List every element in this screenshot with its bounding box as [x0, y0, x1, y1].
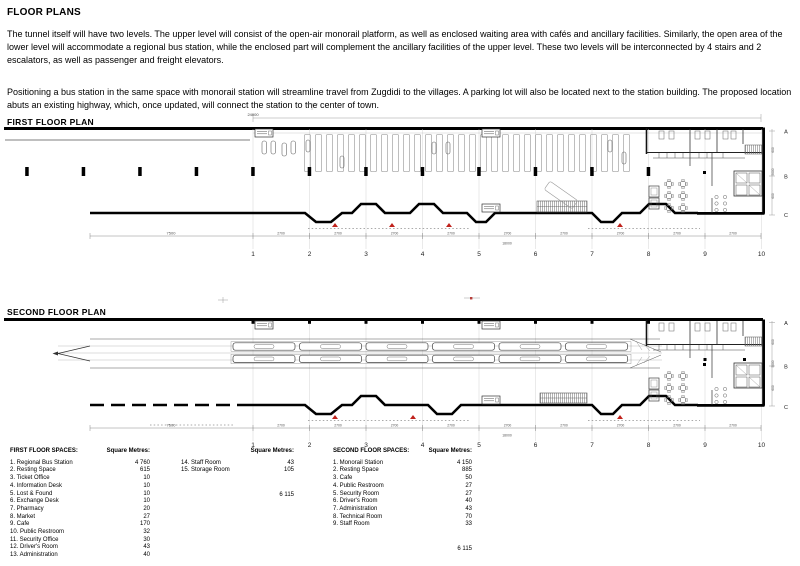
monorail-trains: [231, 342, 631, 364]
space-label: 6. Driver's Room: [333, 498, 378, 505]
space-label: 10. Public Restroom: [10, 529, 65, 536]
track-arrow: [53, 352, 59, 356]
table-row: [333, 483, 472, 491]
svg-text:2700: 2700: [390, 423, 399, 428]
space-label: 11. Security Office: [10, 536, 59, 543]
first-floor-total: 6 115: [279, 492, 294, 499]
svg-text:2700: 2700: [334, 423, 342, 428]
space-label: 7. Administration: [333, 505, 378, 512]
svg-text:18000: 18000: [502, 241, 512, 246]
svg-text:7: 7: [590, 251, 594, 258]
svg-text:2700: 2700: [334, 231, 342, 236]
svg-text:B: B: [784, 364, 788, 371]
svg-text:2700: 2700: [673, 423, 681, 428]
space-value: 10: [143, 498, 150, 505]
svg-text:3: 3: [364, 442, 368, 449]
table-row: [10, 529, 150, 537]
first-floor-plan-label: FIRST FLOOR PLAN: [7, 117, 94, 127]
space-label: 7. Pharmacy: [10, 505, 44, 512]
svg-text:1: 1: [251, 442, 255, 449]
table-row: [333, 467, 472, 475]
table-unit: Square Metres:: [106, 448, 150, 454]
service-block-interior: [647, 128, 765, 214]
svg-text:2700: 2700: [447, 423, 455, 428]
svg-text:2700: 2700: [673, 231, 681, 236]
table-row: [333, 506, 472, 514]
bus-stalls: [304, 134, 634, 172]
svg-text:7500: 7500: [166, 230, 176, 236]
table-header: [10, 448, 150, 456]
space-label: 4. Public Restroom: [333, 482, 384, 489]
space-label: 8. Technical Room: [333, 513, 383, 520]
space-value: 885: [461, 467, 472, 474]
svg-text:2700: 2700: [277, 231, 285, 236]
bottom-wall-ramps: [90, 204, 698, 222]
table-row: [10, 514, 150, 522]
space-value: 27: [465, 490, 472, 497]
service-block-interior: [647, 320, 765, 406]
stairs-symbol: [255, 129, 273, 137]
table-unit: Square Metres:: [428, 448, 472, 454]
space-value: 10: [143, 482, 150, 489]
svg-text:5: 5: [477, 442, 481, 449]
svg-text:2700: 2700: [503, 231, 512, 236]
dim-overall: 24000: [247, 112, 259, 117]
grid-numbers: [251, 442, 765, 449]
stairs-symbol: [482, 321, 500, 329]
stairs-symbol: [482, 204, 500, 212]
table-body: [181, 460, 294, 475]
svg-text:2700: 2700: [729, 423, 737, 428]
second-floor-spaces-table: [333, 448, 472, 554]
second-floor-total: 6 115: [457, 546, 472, 553]
table-body: [10, 460, 150, 560]
svg-text:C: C: [784, 213, 788, 219]
space-value: 10: [143, 475, 150, 482]
table-row: [10, 506, 150, 514]
space-value: 20: [143, 505, 150, 512]
space-label: 6. Exchange Desk: [10, 498, 59, 505]
svg-text:B: B: [784, 174, 788, 181]
space-value: 43: [465, 505, 472, 512]
svg-text:5: 5: [477, 251, 481, 258]
svg-text:18000: 18000: [502, 433, 512, 438]
survey-marks: [218, 297, 480, 303]
first-floor-plan: [5, 104, 788, 258]
intro-paragraph-2: Positioning a bus station in the same space with monorail station will streamline travel from Zugdidi to the villages. A parking lot will also be located next to the station building. The proposed location abuts an existing highway, which, once updated, will connect the station to the center of town.: [7, 87, 792, 110]
svg-text:600: 600: [771, 193, 775, 199]
space-value: 43: [287, 459, 294, 466]
svg-text:6: 6: [533, 442, 538, 449]
space-value: 40: [143, 552, 150, 559]
space-label: 3. Cafe: [333, 475, 353, 482]
space-value: 33: [465, 521, 472, 528]
space-value: 30: [143, 536, 150, 543]
space-value: 615: [139, 467, 150, 474]
space-value: 40: [465, 498, 472, 505]
svg-text:2700: 2700: [390, 231, 399, 236]
space-label: 14. Staff Room: [181, 459, 221, 466]
table-row: [181, 467, 294, 475]
svg-text:600: 600: [771, 147, 775, 153]
red-markers: [332, 415, 623, 419]
svg-text:3: 3: [364, 251, 368, 258]
table-row: [10, 460, 150, 468]
table-row: [10, 537, 150, 545]
space-label: 8. Market: [10, 513, 36, 520]
stairs-symbol: [482, 129, 500, 137]
table-row: [333, 521, 472, 529]
dimension-bottom: [90, 230, 761, 239]
table-row: [333, 514, 472, 522]
svg-text:2700: 2700: [560, 231, 568, 236]
dimension-labels: [167, 231, 737, 246]
table-row: [10, 521, 150, 529]
space-value: 32: [143, 529, 150, 536]
svg-text:2: 2: [307, 442, 312, 449]
table-row: [333, 460, 472, 468]
svg-text:7: 7: [590, 442, 594, 449]
dimension-labels: [167, 423, 737, 438]
table-row: [10, 483, 150, 491]
table-row: [10, 544, 150, 552]
second-floor-plan-label: SECOND FLOOR PLAN: [7, 307, 107, 317]
svg-text:8: 8: [646, 442, 651, 449]
svg-text:6: 6: [533, 251, 538, 258]
space-label: 4. Information Desk: [10, 482, 63, 489]
table-header: [181, 448, 294, 456]
space-value: 10: [143, 490, 150, 497]
table-row: [10, 498, 150, 506]
svg-text:8: 8: [646, 251, 651, 258]
space-label: 2. Resting Space: [333, 467, 379, 474]
intro-paragraph-1: The tunnel itself will have two levels. The upper level will consist of the open-air monorail platform, as well as enclosed waiting area with cafés and ancillary facilities. Similarly, the open area of the lower level will accommodate a regional bus station, while the enclosed part will complement the ancillary facilities of the upper level. These two levels will be interconnected by 4 stairs and 2 escalators, as well as passenger and freight elevators.: [7, 29, 783, 65]
svg-text:600: 600: [771, 339, 775, 345]
bottom-wall-ramps: [250, 396, 698, 414]
svg-text:2700: 2700: [277, 423, 285, 428]
space-label: 3. Ticket Office: [10, 475, 50, 482]
svg-text:2700: 2700: [447, 231, 455, 236]
level-mark: [306, 104, 318, 110]
svg-text:A: A: [784, 321, 788, 327]
space-label: 1. Regional Bus Station: [10, 459, 73, 466]
space-label: 5. Lost & Found: [10, 490, 53, 497]
space-value: 50: [465, 475, 472, 482]
table-row: [333, 498, 472, 506]
table-title: SECOND FLOOR SPACES:: [333, 448, 410, 454]
svg-text:5000: 5000: [771, 360, 775, 368]
dimension-top: [253, 114, 761, 122]
space-label: 9. Staff Room: [333, 521, 370, 528]
space-value: 70: [465, 513, 472, 520]
table-body: [333, 460, 472, 529]
table-header: [333, 448, 472, 456]
svg-text:9: 9: [703, 251, 707, 258]
dimension-bottom: [90, 422, 761, 431]
space-label: 9. Cafe: [10, 521, 30, 528]
svg-text:2700: 2700: [560, 423, 568, 428]
svg-text:9: 9: [703, 442, 707, 449]
space-value: 4 150: [456, 459, 472, 466]
table-row: [10, 491, 150, 499]
table-title: FIRST FLOOR SPACES:: [10, 448, 78, 454]
table-row: [333, 491, 472, 499]
space-value: 43: [143, 544, 150, 551]
svg-text:1: 1: [251, 251, 255, 258]
dimension-right: [769, 321, 775, 406]
svg-text:2700: 2700: [729, 231, 737, 236]
grid-letters: [784, 321, 788, 411]
svg-text:2700: 2700: [616, 423, 625, 428]
second-floor-plan: [53, 297, 789, 449]
svg-text:A: A: [784, 129, 788, 136]
space-label: 2. Resting Space: [10, 467, 56, 474]
space-value: 27: [465, 482, 472, 489]
grid-letters: [784, 130, 788, 220]
page-title: FLOOR PLANS: [7, 7, 81, 18]
svg-text:10: 10: [757, 251, 766, 258]
dimension-right: [769, 129, 775, 215]
svg-text:4: 4: [420, 442, 425, 449]
svg-text:10: 10: [757, 442, 766, 449]
table-row: [10, 467, 150, 475]
svg-text:7500: 7500: [166, 422, 176, 428]
table-row: [181, 460, 294, 468]
table-row: [333, 475, 472, 483]
space-value: 4 760: [134, 459, 150, 466]
red-markers: [332, 223, 623, 227]
table-unit: Square Metres:: [250, 448, 294, 454]
first-floor-spaces-table-cont: [181, 448, 294, 500]
space-label: 12. Driver's Room: [10, 544, 58, 551]
svg-text:C: C: [784, 405, 788, 411]
svg-text:5000: 5000: [771, 168, 775, 176]
table-row: [10, 552, 150, 560]
svg-text:4: 4: [420, 251, 425, 258]
space-label: 15. Storage Room: [181, 467, 230, 474]
space-value: 170: [139, 521, 150, 528]
svg-text:600: 600: [771, 385, 775, 391]
first-floor-spaces-table: [10, 448, 150, 560]
space-value: 27: [143, 513, 150, 520]
grid-numbers: [251, 251, 765, 258]
stairs-symbol: [255, 321, 273, 329]
svg-text:2700: 2700: [503, 423, 512, 428]
table-row: [10, 475, 150, 483]
space-label: 5. Security Room: [333, 490, 380, 497]
space-value: 105: [283, 467, 294, 474]
space-label: 1. Monorail Station: [333, 459, 384, 466]
stairs-symbol: [482, 396, 500, 404]
svg-text:2: 2: [307, 251, 312, 258]
space-label: 13. Administration: [10, 552, 58, 559]
svg-text:2700: 2700: [616, 231, 625, 236]
